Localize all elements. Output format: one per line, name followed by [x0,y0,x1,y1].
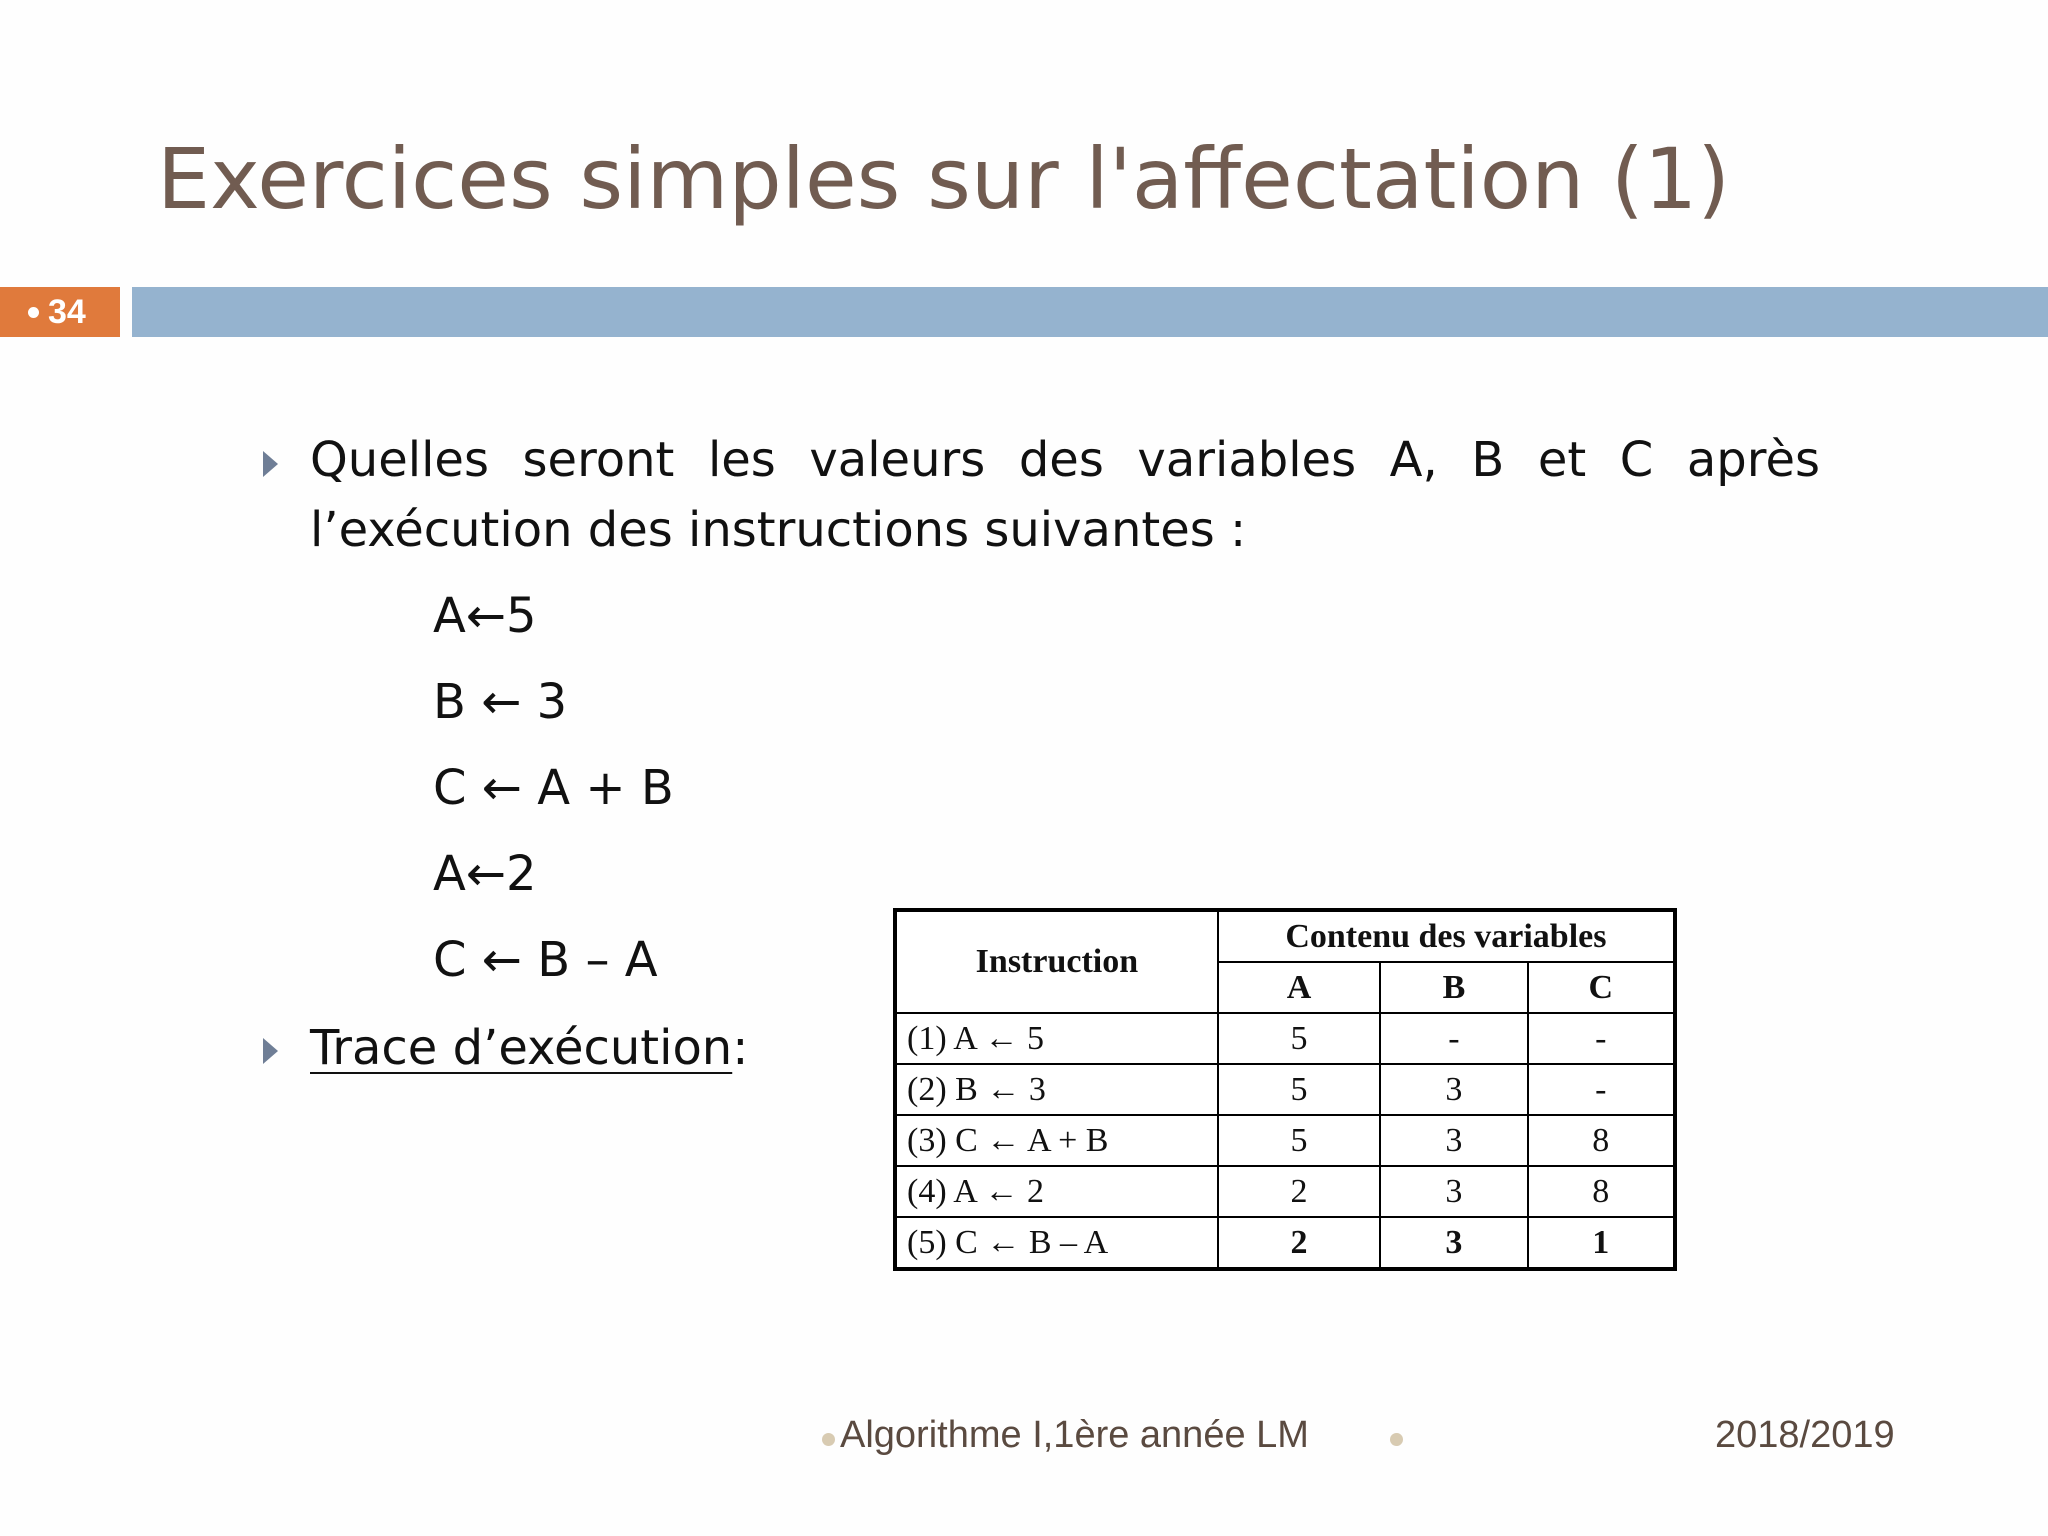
table-row [895,1166,1675,1217]
instruction-1: A←5 [433,588,537,644]
table-row [895,1115,1675,1166]
trace-label [310,1020,748,1076]
row-instruction: (5) C ← B – A [895,1217,1218,1269]
table-row [895,1217,1675,1269]
row-instruction: (4) A ← 2 [895,1166,1218,1217]
row-value-c: - [1528,1064,1675,1115]
instruction-2: B ← 3 [433,674,568,730]
header-col-a: A [1218,962,1380,1013]
row-instruction: (3) C ← A + B [895,1115,1218,1166]
instruction-4: A←2 [433,846,537,902]
footer-year: 2018/2019 [1715,1414,1895,1456]
footer-dot-icon [1390,1433,1403,1446]
table-header-row [895,910,1675,962]
trace-label-suffix: : [732,1020,749,1076]
slide-number-badge [0,287,120,337]
instruction-5: C ← B – A [433,932,658,988]
row-value-a: 5 [1218,1064,1380,1115]
bullet-arrow-icon [263,1038,278,1064]
row-value-b: - [1380,1013,1527,1064]
instruction-3: C ← A + B [433,760,674,816]
header-col-c: C [1528,962,1675,1013]
table-row [895,1064,1675,1115]
row-value-c: 8 [1528,1166,1675,1217]
row-instruction: (1) A ← 5 [895,1013,1218,1064]
header-col-b: B [1380,962,1527,1013]
row-value-c: - [1528,1013,1675,1064]
row-value-b: 3 [1380,1064,1527,1115]
row-value-a: 5 [1218,1013,1380,1064]
question-line-1: Quelles seront les valeurs des variables A, B et C après [310,432,1820,488]
header-variables-group: Contenu des variables [1218,910,1675,962]
footer-dot-icon [822,1433,835,1446]
slide-number: 34 [48,293,86,331]
table-row [895,1013,1675,1064]
footer-course: Algorithme I,1ère année LM [840,1414,1309,1456]
row-value-c: 1 [1528,1217,1675,1269]
trace-label-text: Trace d’exécution [310,1020,733,1076]
header-bar [132,287,2048,337]
trace-table [893,908,1677,1271]
row-value-a: 5 [1218,1115,1380,1166]
bullet-arrow-icon [263,451,278,477]
question-line-2: l’exécution des instructions suivantes : [310,502,1247,558]
row-instruction: (2) B ← 3 [895,1064,1218,1115]
row-value-c: 8 [1528,1115,1675,1166]
slide-title: Exercices simples sur l'affectation (1) [157,130,1731,228]
row-value-a: 2 [1218,1166,1380,1217]
row-value-b: 3 [1380,1166,1527,1217]
row-value-a: 2 [1218,1217,1380,1269]
row-value-b: 3 [1380,1217,1527,1269]
row-value-b: 3 [1380,1115,1527,1166]
header-instruction: Instruction [895,910,1218,1013]
bullet-dot-icon [28,307,39,318]
